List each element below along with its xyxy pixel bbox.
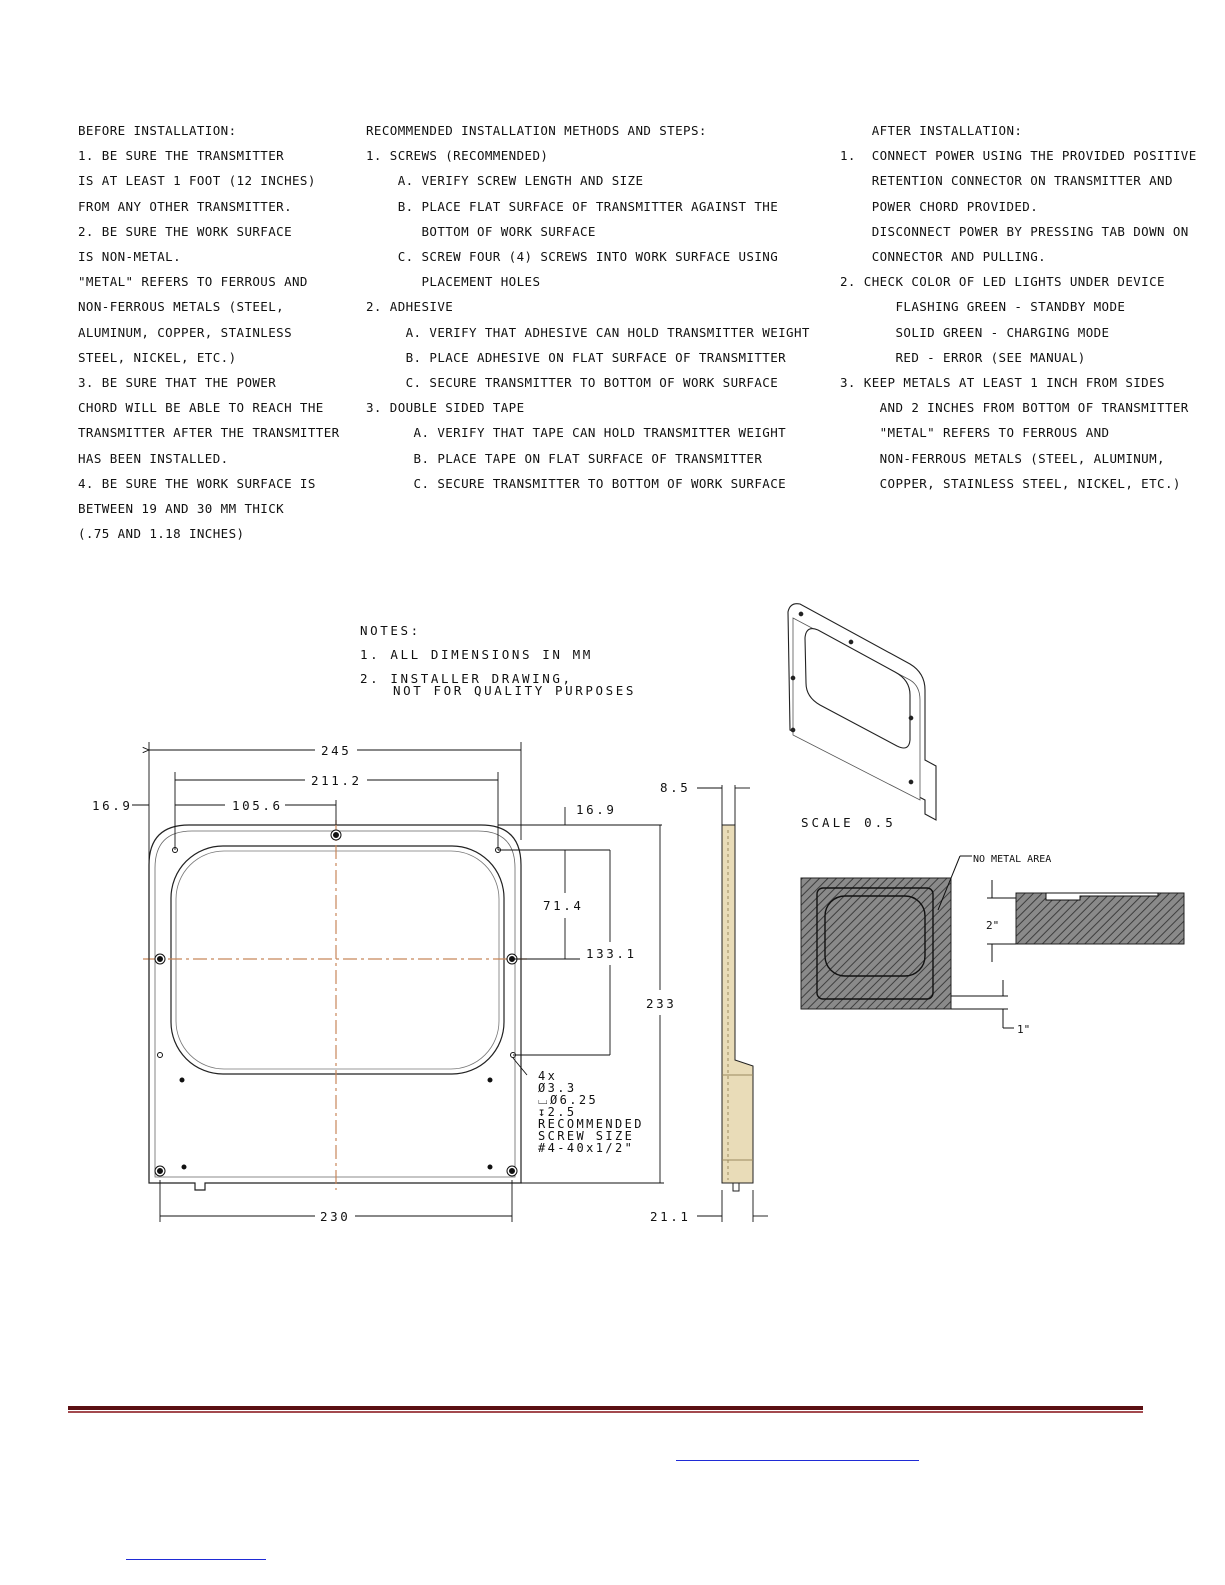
rivet [182,1165,186,1169]
rivet [488,1165,492,1169]
screw-hole-center [158,1169,163,1174]
notes-title: NOTES: [360,623,421,638]
screw-hole-center [158,957,163,962]
after-installation-line: AFTER INSTALLATION: [840,123,1023,138]
after-installation-line: 3. KEEP METALS AT LEAST 1 INCH FROM SIDES [840,375,1165,391]
coil-window [171,846,504,1074]
installation-method-line: B. PLACE ADHESIVE ON FLAT SURFACE OF TRANSMITTER [366,349,787,365]
installation-method-line: PLACEMENT HOLES [366,274,541,290]
installation-method-line: A. VERIFY THAT ADHESIVE CAN HOLD TRANSMITTER WEIGHT [366,324,810,340]
plate-inner-outline [155,831,515,1177]
two-inch-label: 2" [986,919,1000,932]
before-installation-line: FROM ANY OTHER TRANSMITTER. [78,198,292,214]
after-installation-line: POWER CHORD PROVIDED. [840,198,1039,214]
placement-hole [158,1053,163,1058]
callout-depth: ↧2.5 [538,1105,577,1119]
before-installation-line: 1. BE SURE THE TRANSMITTER [78,148,285,164]
before-installation-line: BETWEEN 19 AND 30 MM THICK [78,501,285,517]
footer-link-underline-2[interactable] [126,1559,266,1560]
side-profile [722,825,753,1183]
dim-16-9-left: 16.9 [92,798,133,813]
drawing-notes [360,623,636,698]
after-installation-line: SOLID GREEN - CHARGING MODE [840,324,1110,340]
coil-window-inner [176,851,499,1069]
before-installation-line: (.75 AND 1.18 INCHES) [78,526,245,542]
callout-screw-spec: #4-40x1/2" [538,1141,635,1155]
dim-105-6: 105.6 [232,798,283,813]
side-view [722,825,753,1191]
before-installation-line: 4. BE SURE THE WORK SURFACE IS [78,475,316,491]
hole-callout [538,1069,644,1155]
callout-screw-size: SCREW SIZE [538,1129,635,1143]
after-installation-line: 1. CONNECT POWER USING THE PROVIDED POSITIVE [840,148,1197,164]
after-installation-line: CONNECTOR AND PULLING. [840,249,1047,265]
before-installation-line: IS AT LEAST 1 FOOT (12 INCHES) [78,173,316,189]
dim-233: 233 [646,996,677,1011]
no-metal-area-diagram [801,854,1184,1036]
callout-counterbore: ⌴Ø6.25 [538,1093,599,1107]
installation-method-line: B. PLACE TAPE ON FLAT SURFACE OF TRANSMITTER [366,450,763,466]
after-installation-line: RETENTION CONNECTOR ON TRANSMITTER AND [840,173,1173,189]
after-installation-line: RED - ERROR (SEE MANUAL) [840,349,1086,365]
callout-diameter: Ø3.3 [538,1081,577,1095]
installation-method-line: C. SECURE TRANSMITTER TO BOTTOM OF WORK SURFACE [366,475,787,491]
after-installation-line: NON-FERROUS METALS (STEEL, ALUMINUM, [840,450,1165,466]
dim-16-9-right: 16.9 [576,802,617,817]
footer-link-underline[interactable] [676,1460,919,1461]
after-installation-line: FLASHING GREEN - STANDBY MODE [840,299,1126,315]
callout-count: 4x [538,1069,558,1083]
notes-item-2: 2. INSTALLER DRAWING, [360,671,573,686]
dim-230: 230 [320,1209,351,1224]
dim-245: 245 [321,743,352,758]
before-installation-line: BEFORE INSTALLATION: [78,123,237,138]
after-installation-line: "METAL" REFERS TO FERROUS AND [840,425,1110,441]
installation-method-line: C. SCREW FOUR (4) SCREWS INTO WORK SURFACE USING [366,249,779,265]
before-installation-line: IS NON-METAL. [78,249,182,265]
before-installation-line: TRANSMITTER AFTER THE TRANSMITTER [78,425,340,441]
no-metal-section [1016,893,1184,944]
dim-211-2: 211.2 [311,773,362,788]
after-installation-line: COPPER, STAINLESS STEEL, NICKEL, ETC.) [840,475,1181,491]
dim-21-1: 21.1 [650,1209,691,1224]
installation-method-line: BOTTOM OF WORK SURFACE [366,223,596,239]
installation-method-line: 2. ADHESIVE [366,299,454,315]
notes-item-1: 1. ALL DIMENSIONS IN MM [360,647,593,662]
after-installation-line: AND 2 INCHES FROM BOTTOM OF TRANSMITTER [840,400,1189,416]
installation-method-line: 1. SCREWS (RECOMMENDED) [366,148,549,164]
rivet [180,1078,184,1082]
installation-method-line: C. SECURE TRANSMITTER TO BOTTOM OF WORK SURFACE [366,375,779,391]
isometric-view [788,604,936,820]
scale-label: SCALE 0.5 [801,815,896,830]
no-metal-area-label: NO METAL AREA [973,854,1052,865]
dim-8-5: 8.5 [660,780,691,795]
notes-item-2-continued: NOT FOR QUALITY PURPOSES [393,683,637,698]
before-installation-line: STEEL, NICKEL, ETC.) [78,349,237,365]
front-view [143,820,527,1190]
footer-rule-accent [68,1411,1143,1413]
before-installation-line: 3. BE SURE THAT THE POWER [78,375,277,391]
before-installation-line: 2. BE SURE THE WORK SURFACE [78,223,292,239]
installation-method-line: RECOMMENDED INSTALLATION METHODS AND STEPS: [366,123,707,138]
one-inch-label: 1" [1017,1023,1031,1036]
installation-method-line: A. VERIFY SCREW LENGTH AND SIZE [366,173,644,189]
installation-method-line: A. VERIFY THAT TAPE CAN HOLD TRANSMITTER WEIGHT [366,425,787,441]
transmitter-outline-top [817,888,933,999]
installation-method-line: B. PLACE FLAT SURFACE OF TRANSMITTER AGAINST THE [366,198,779,214]
after-installation-line: 2. CHECK COLOR OF LED LIGHTS UNDER DEVICE [840,274,1165,290]
rivet [488,1078,492,1082]
dim-133-1: 133.1 [586,946,637,961]
before-installation-line: "METAL" REFERS TO FERROUS AND [78,274,308,290]
before-installation-line: NON-FERROUS METALS (STEEL, [78,299,285,315]
screw-hole-center [510,1169,515,1174]
before-installation-line: HAS BEEN INSTALLED. [78,450,229,466]
dim-71-4: 71.4 [543,898,584,913]
before-installation-line: ALUMINUM, COPPER, STAINLESS [78,324,292,340]
screw-hole-center [334,833,339,838]
installation-method-line: 3. DOUBLE SIDED TAPE [366,400,525,416]
plate-outline [149,825,521,1190]
after-installation-line: DISCONNECT POWER BY PRESSING TAB DOWN ON [840,223,1189,239]
before-installation-line: CHORD WILL BE ABLE TO REACH THE [78,400,324,416]
footer-rule [68,1406,1143,1410]
callout-recommended: RECOMMENDED [538,1117,644,1131]
